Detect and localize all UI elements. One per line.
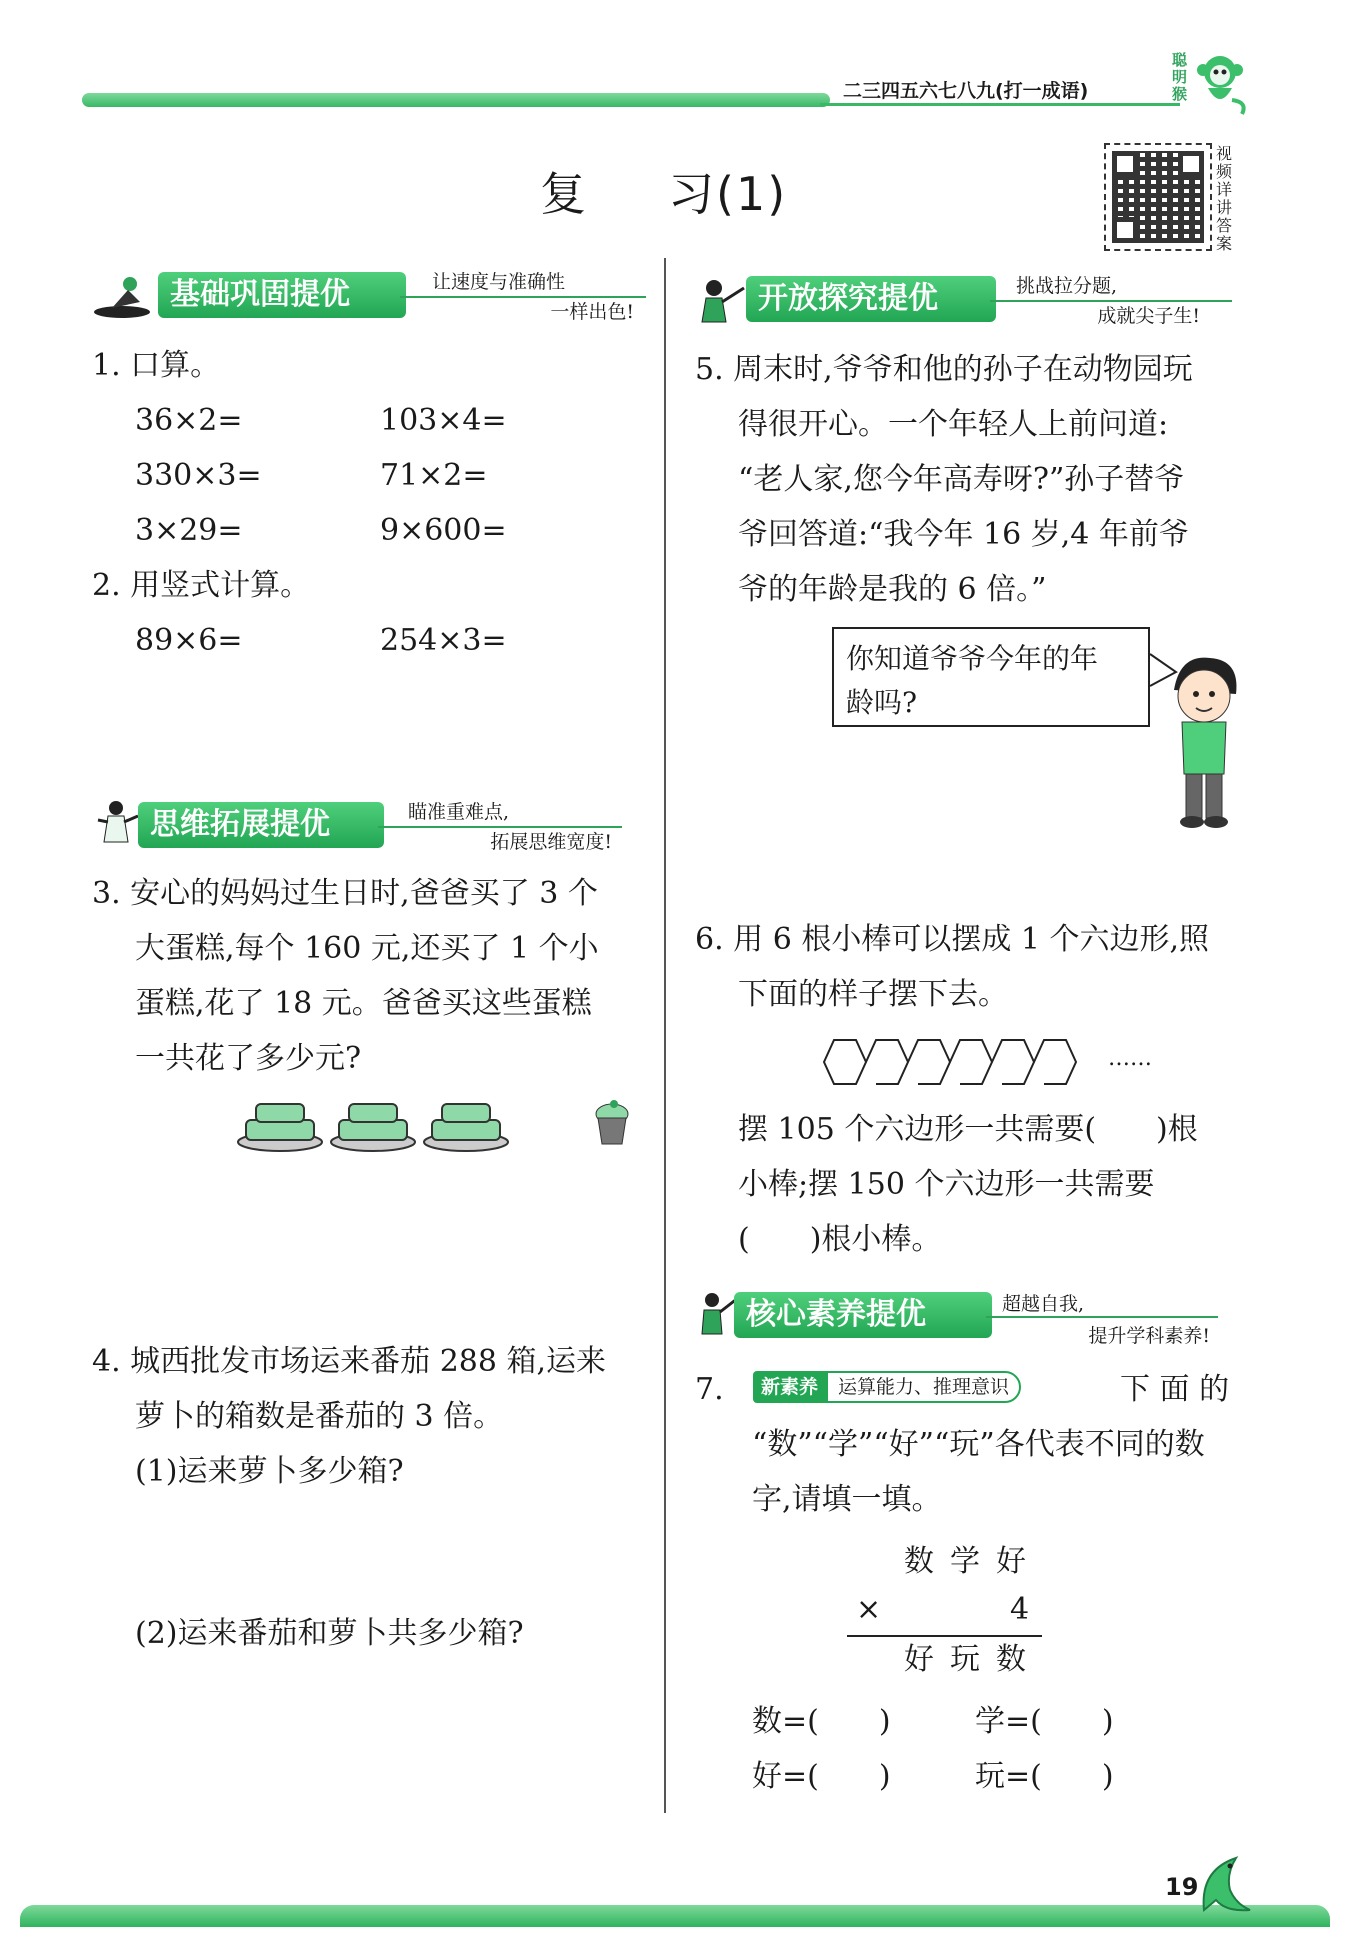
boy-illustration bbox=[1160, 650, 1250, 836]
mul-top-digits: 数学好 bbox=[904, 1544, 1042, 1579]
q3-line: 蛋糕,花了 18 元。爸爸买这些蛋糕 bbox=[135, 986, 592, 1021]
q3-line: 3. 安心的妈妈过生日时,爸爸买了 3 个 bbox=[92, 876, 598, 911]
answer-shu: 数=( ) bbox=[752, 1704, 891, 1739]
q1-item: 3×29= bbox=[135, 513, 243, 548]
answer-xue: 学=( ) bbox=[975, 1704, 1114, 1739]
qr-label: 视频详讲答案 bbox=[1216, 144, 1233, 253]
qr-code[interactable] bbox=[1104, 143, 1212, 251]
q1-item: 103×4= bbox=[380, 403, 507, 438]
q7-line: 下 面 的 bbox=[1120, 1372, 1230, 1407]
q5-line: 爷的年龄是我的 6 倍。” bbox=[738, 572, 1047, 607]
new-literacy-tag bbox=[753, 1371, 1021, 1403]
q5-line: 得很开心。一个年轻人上前问道: bbox=[738, 407, 1169, 442]
q1-item: 330×3= bbox=[135, 458, 262, 493]
q4-part2: (2)运来番茄和萝卜共多少箱? bbox=[135, 1616, 524, 1651]
q6-line: 6. 用 6 根小棒可以摆成 1 个六边形,照 bbox=[695, 922, 1210, 957]
question-1-label: 1. 口算。 bbox=[92, 348, 221, 383]
q1-item: 36×2= bbox=[135, 403, 243, 438]
q3-line: 一共花了多少元? bbox=[135, 1041, 362, 1076]
section-tip: 一样出色! bbox=[550, 301, 634, 323]
mul-multiplier: 4 bbox=[1010, 1592, 1046, 1627]
section-tip: 拓展思维宽度! bbox=[490, 831, 612, 853]
speech-text: 你知道爷爷今年的年 bbox=[846, 642, 1099, 675]
question-2-label: 2. 用竖式计算。 bbox=[92, 568, 311, 603]
q6-answer-line: 小棒;摆 150 个六边形一共需要 bbox=[738, 1167, 1155, 1202]
q5-line: “老人家,您今年高寿呀?”孙子替爷 bbox=[738, 462, 1185, 497]
monkey-mascot-icon bbox=[1192, 50, 1250, 116]
q1-item: 71×2= bbox=[380, 458, 488, 493]
kid-figure-icon bbox=[692, 276, 752, 328]
q1-item: 9×600= bbox=[380, 513, 507, 548]
speech-text: 龄吗? bbox=[846, 686, 918, 719]
section-banner-thinking: 思维拓展提优 bbox=[138, 802, 384, 848]
answer-hao: 好=( ) bbox=[752, 1759, 891, 1794]
section-tip: 瞄准重难点, bbox=[408, 801, 510, 823]
column-divider bbox=[664, 258, 666, 1813]
section-tip: 让速度与准确性 bbox=[432, 271, 566, 293]
q6-line: 下面的样子摆下去。 bbox=[738, 977, 1008, 1012]
dolphin-icon bbox=[1196, 1850, 1256, 1920]
section-banner-core: 核心素养提优 bbox=[734, 1292, 992, 1338]
q6-answer-line: 摆 105 个六边形一共需要( )根 bbox=[738, 1112, 1198, 1147]
hexagon-ellipsis: …… bbox=[1108, 1046, 1152, 1071]
skateboarder-icon bbox=[92, 272, 152, 324]
section-tip: 挑战拉分题, bbox=[1016, 275, 1118, 297]
tag-skills: 运算能力、推理意识 bbox=[826, 1371, 1021, 1403]
section-banner-basic: 基础巩固提优 bbox=[158, 272, 406, 318]
mul-sign: × bbox=[856, 1592, 898, 1627]
q7-number: 7. bbox=[695, 1372, 724, 1407]
mascot-label: 聪明猴 bbox=[1172, 51, 1188, 103]
section-banner-open: 开放探究提优 bbox=[746, 276, 996, 322]
q5-line: 爷回答道:“我今年 16 岁,4 年前爷 bbox=[738, 517, 1189, 552]
hexagon-chain-diagram bbox=[822, 1036, 1112, 1088]
small-cake-icon bbox=[590, 1098, 634, 1150]
header-riddle: 二三四五六七八九(打一成语) bbox=[843, 80, 1089, 102]
q4-line: (1)运来萝卜多少箱? bbox=[135, 1454, 404, 1489]
q5-line: 5. 周末时,爷爷和他的孙子在动物园玩 bbox=[695, 352, 1193, 387]
q2-item: 89×6= bbox=[135, 623, 243, 658]
section-tip: 超越自我, bbox=[1002, 1293, 1085, 1315]
page-title: 复 习(1) bbox=[540, 167, 788, 221]
q4-line: 萝卜的箱数是番茄的 3 倍。 bbox=[135, 1399, 504, 1434]
header-green-bar bbox=[82, 93, 830, 107]
section-tip: 成就尖子生! bbox=[1097, 305, 1200, 327]
cakes-illustration bbox=[236, 1092, 516, 1156]
header-rule bbox=[820, 103, 1180, 106]
footer-green-bar bbox=[20, 1905, 1330, 1927]
q7-line: “数”“学”“好”“玩”各代表不同的数 bbox=[752, 1427, 1205, 1462]
q6-answer-line: ( )根小棒。 bbox=[738, 1222, 942, 1257]
tag-label: 新素养 bbox=[753, 1371, 826, 1403]
mul-result: 好玩数 bbox=[904, 1642, 1042, 1677]
q2-item: 254×3= bbox=[380, 623, 507, 658]
q3-line: 大蛋糕,每个 160 元,还买了 1 个小 bbox=[135, 931, 599, 966]
speech-bubble bbox=[832, 627, 1150, 727]
q4-line: 4. 城西批发市场运来番茄 288 箱,运来 bbox=[92, 1344, 607, 1379]
page-number: 19 bbox=[1165, 1873, 1199, 1901]
q7-line: 字,请填一填。 bbox=[752, 1482, 942, 1517]
answer-wan: 玩=( ) bbox=[975, 1759, 1114, 1794]
section-tip: 提升学科素养! bbox=[1088, 1325, 1210, 1347]
